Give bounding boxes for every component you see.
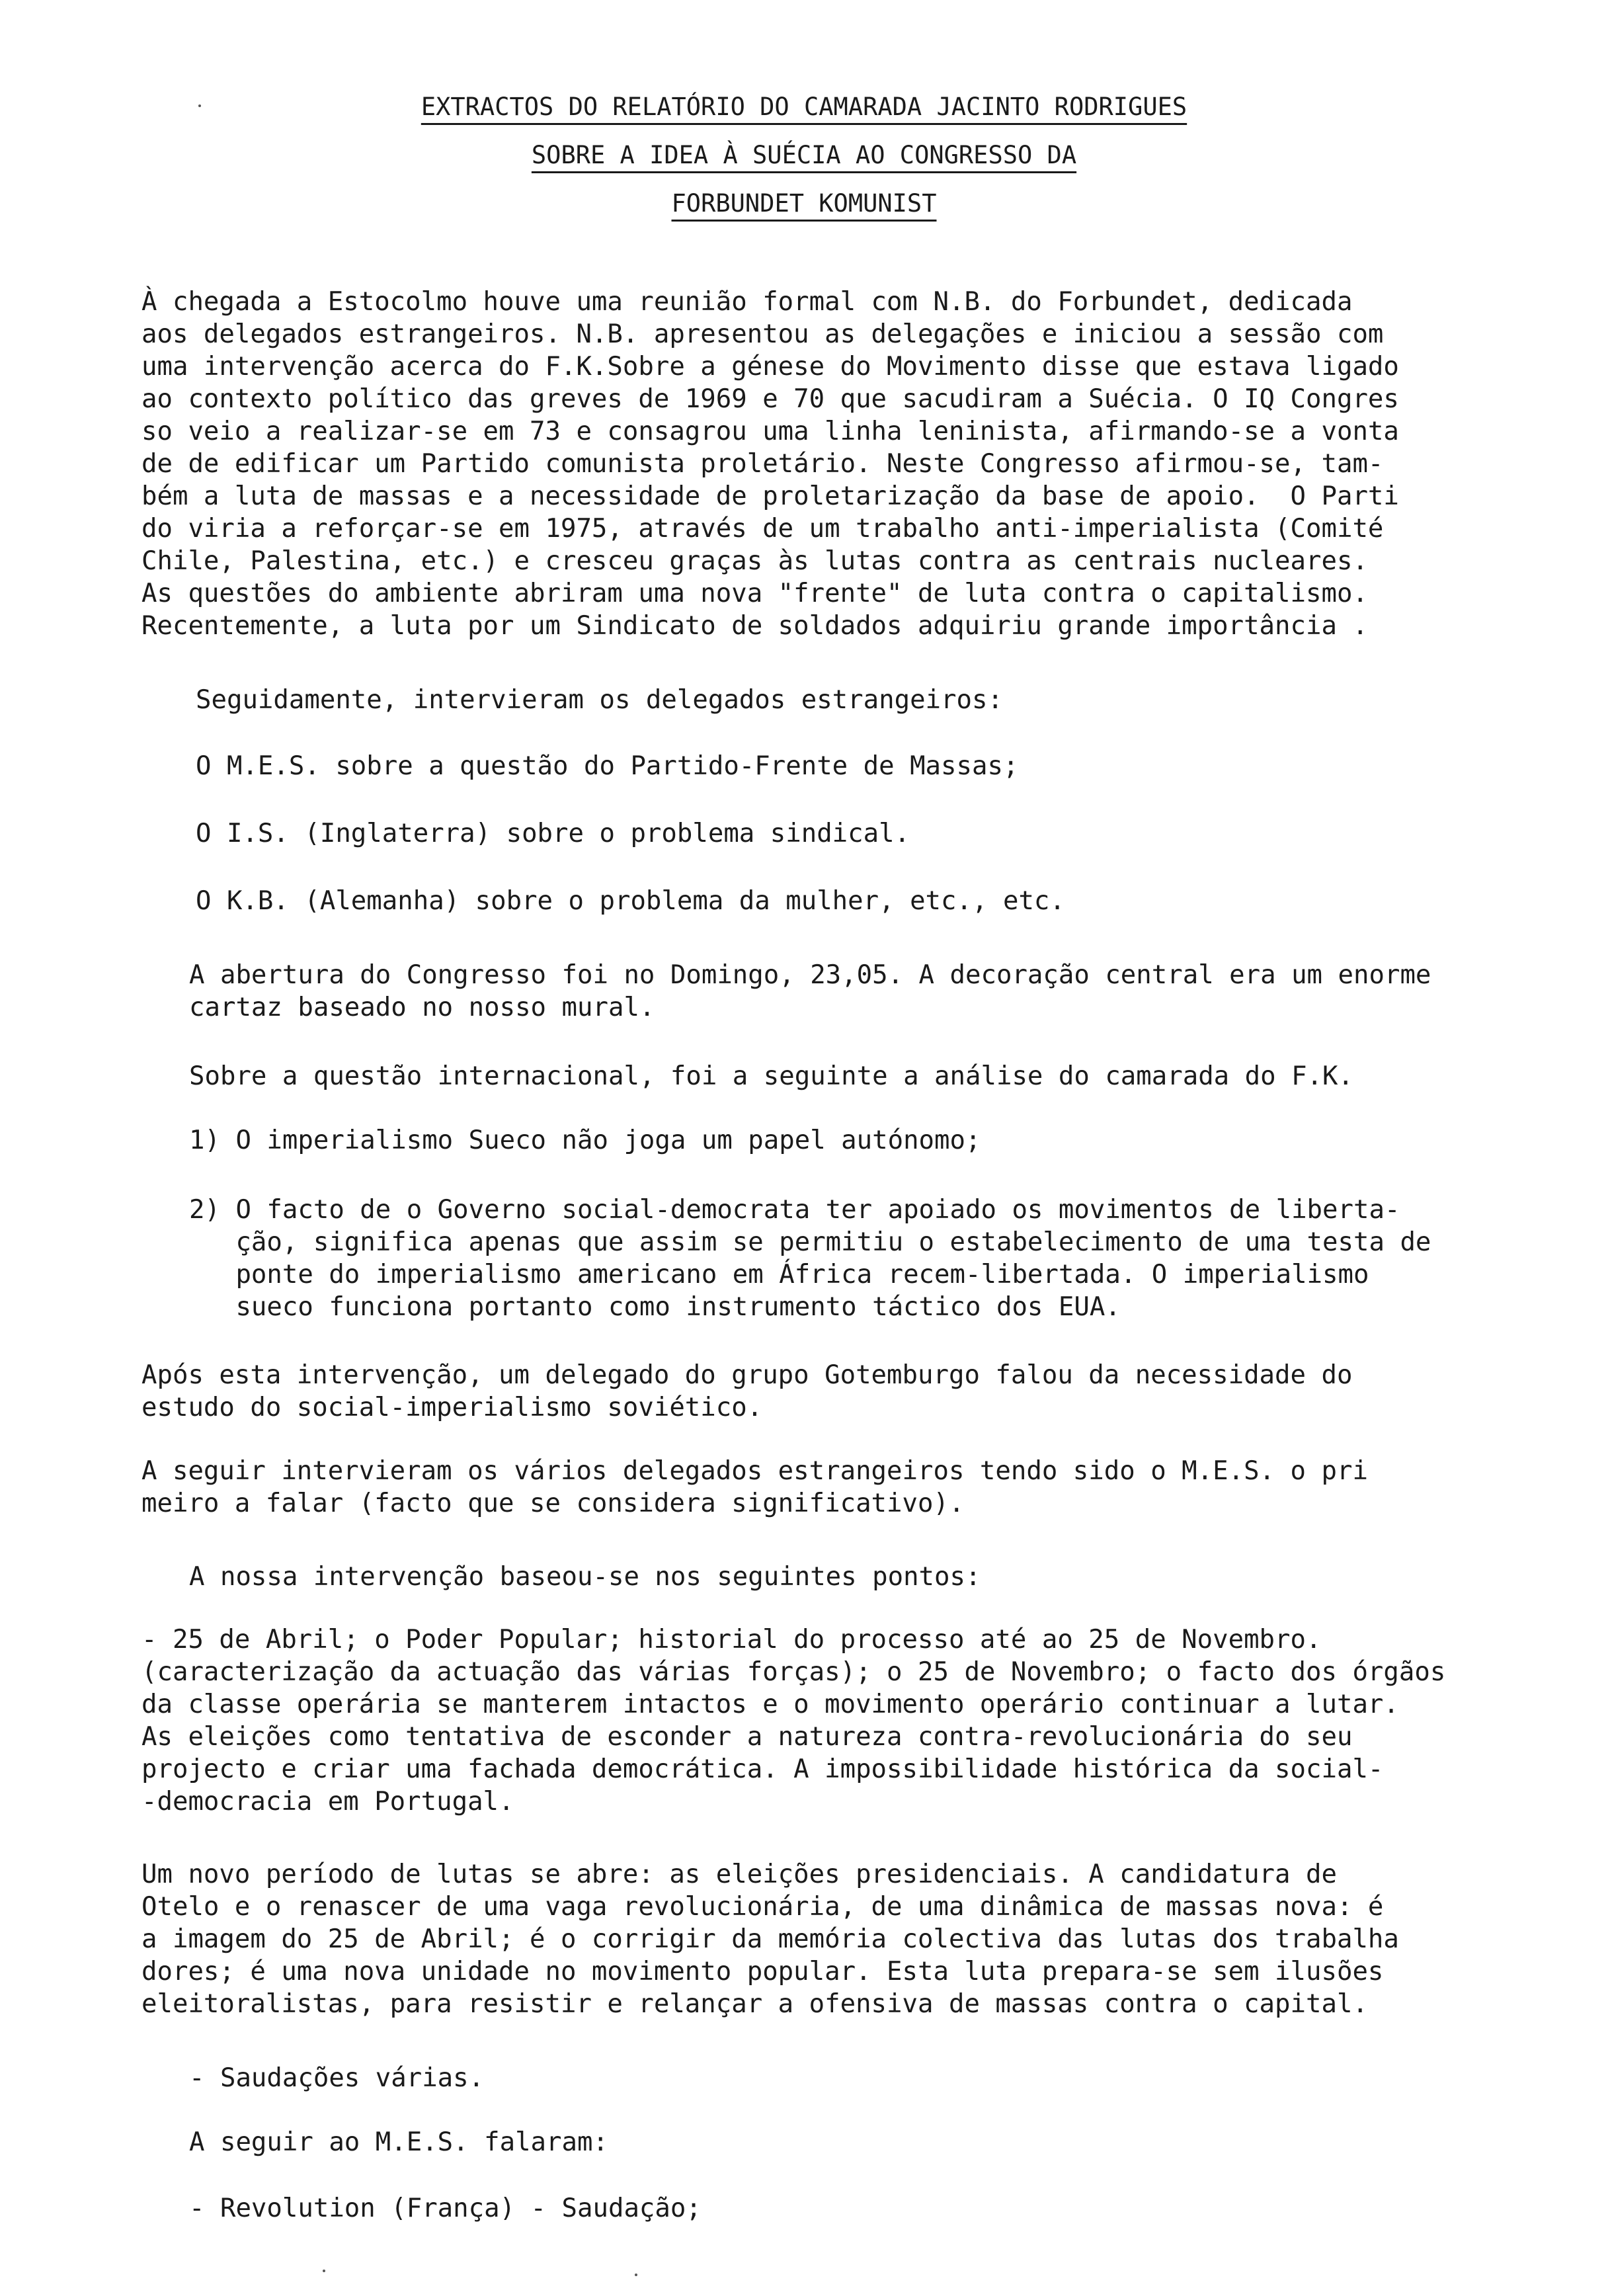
- paper-speck: [635, 2274, 637, 2276]
- title-line-2: SOBRE A IDEA À SUÉCIA AO CONGRESSO DA: [531, 141, 1077, 169]
- paragraph-new-period: Um novo período de lutas se abre: as eleições presidenciais. A candidatura de Otelo e o renascer de uma vaga revolucionária, de uma dinâmica de massas nova: é a imagem do 25 de Abril; é o corrigir da memória colectiva das lutas dos trabalha dores; é uma nova unidade no movimento popular. Esta luta prepara-se sem ilusões eleitoralistas, para resistir e relançar a ofensiva de massas contra o capital.: [141, 1860, 1399, 2019]
- paragraph-after-mes: A seguir ao M.E.S. falaram:: [189, 2127, 608, 2157]
- paragraph-25-abril: - 25 de Abril; o Poder Popular; historial do processo até ao 25 de Novembro. (caracterização da actuação das várias forças); o 25 de Novembro; o facto dos órgãos da classe operária se manterem intactos e o movimento operário continuar a lutar. As eleições como tentativa de esconder a natureza contra-revolucionária do seu projecto e criar uma fachada democrática. A impossibilidade histórica da social- -democracia em Portugal.: [141, 1625, 1446, 1817]
- list-item-revolution: - Revolution (França) - Saudação;: [189, 2194, 702, 2223]
- paper-speck: [323, 2270, 325, 2272]
- paragraph-our-intervention: A nossa intervenção baseou-se nos seguintes pontos:: [189, 1562, 981, 1592]
- paragraph-congress-opening: A abertura do Congresso foi no Domingo, 23,05. A decoração central era um enorme cartaz baseado no nosso mural.: [189, 960, 1431, 1022]
- paragraph-gotemburgo: Após esta intervenção, um delegado do grupo Gotemburgo falou da necessidade do estudo do social-imperialismo soviético.: [141, 1360, 1353, 1422]
- list-item-kb: O K.B. (Alemanha) sobre o problema da mulher, etc., etc.: [196, 886, 1065, 916]
- list-item-saudacoes: - Saudações várias.: [189, 2063, 485, 2093]
- paragraph-foreign-delegates: Seguidamente, intervieram os delegados estrangeiros:: [196, 685, 1003, 715]
- title-line-3: FORBUNDET KOMUNIST: [671, 189, 937, 218]
- paragraph-foreign-delegates-spoke: A seguir intervieram os vários delegados estrangeiros tendo sido o M.E.S. o pri meiro a falar (facto que se considera significativo).: [141, 1456, 1368, 1518]
- paper-speck: [198, 104, 201, 107]
- list-item-point-2: 2) O facto de o Governo social-democrata ter apoiado os movimentos de liberta- ção, significa apenas que assim se permitiu o estabelecimento de uma testa de ponte do imperialismo americano em África recem-libertada. O imperialismo sueco funciona portanto como instrumento táctico dos EUA.: [189, 1195, 1431, 1322]
- title-line-1: EXTRACTOS DO RELATÓRIO DO CAMARADA JACINTO RODRIGUES: [421, 93, 1187, 121]
- list-item-is: O I.S. (Inglaterra) sobre o problema sindical.: [196, 819, 910, 848]
- paragraph-international-question: Sobre a questão internacional, foi a seguinte a análise do camarada do F.K.: [189, 1061, 1353, 1091]
- list-item-mes: O M.E.S. sobre a questão do Partido-Frente de Massas;: [196, 751, 1019, 781]
- paragraph-arrival-stockholm: À chegada a Estocolmo houve uma reunião formal com N.B. do Forbundet, dedicada aos delegados estrangeiros. N.B. apresentou as delegações e iniciou a sessão com uma intervenção acerca do F.K.Sobre a génese do Movimento disse que estava ligado ao contexto político das greves de 1969 e 70 que sacudiram a Suécia. O IQ Congres so veio a realizar-se em 73 e consagrou uma linha leninista, afirmando-se a vonta de de edificar um Partido comunista proletário. Neste Congresso afirmou-se, tam- bém a luta de massas e a necessidade de proletarização da base de apoio. O Parti do viria a reforçar-se em 1975, através de um trabalho anti-imperialista (Comité Chile, Palestina, etc.) e cresceu graças às lutas contra as centrais nucleares. As questões do ambiente abriram uma nova "frente" de luta contra o capitalismo. Recentemente, a luta por um Sindicato de soldados adquiriu grande importância .: [141, 287, 1399, 641]
- list-item-point-1: 1) O imperialismo Sueco não joga um papel autónomo;: [189, 1126, 981, 1155]
